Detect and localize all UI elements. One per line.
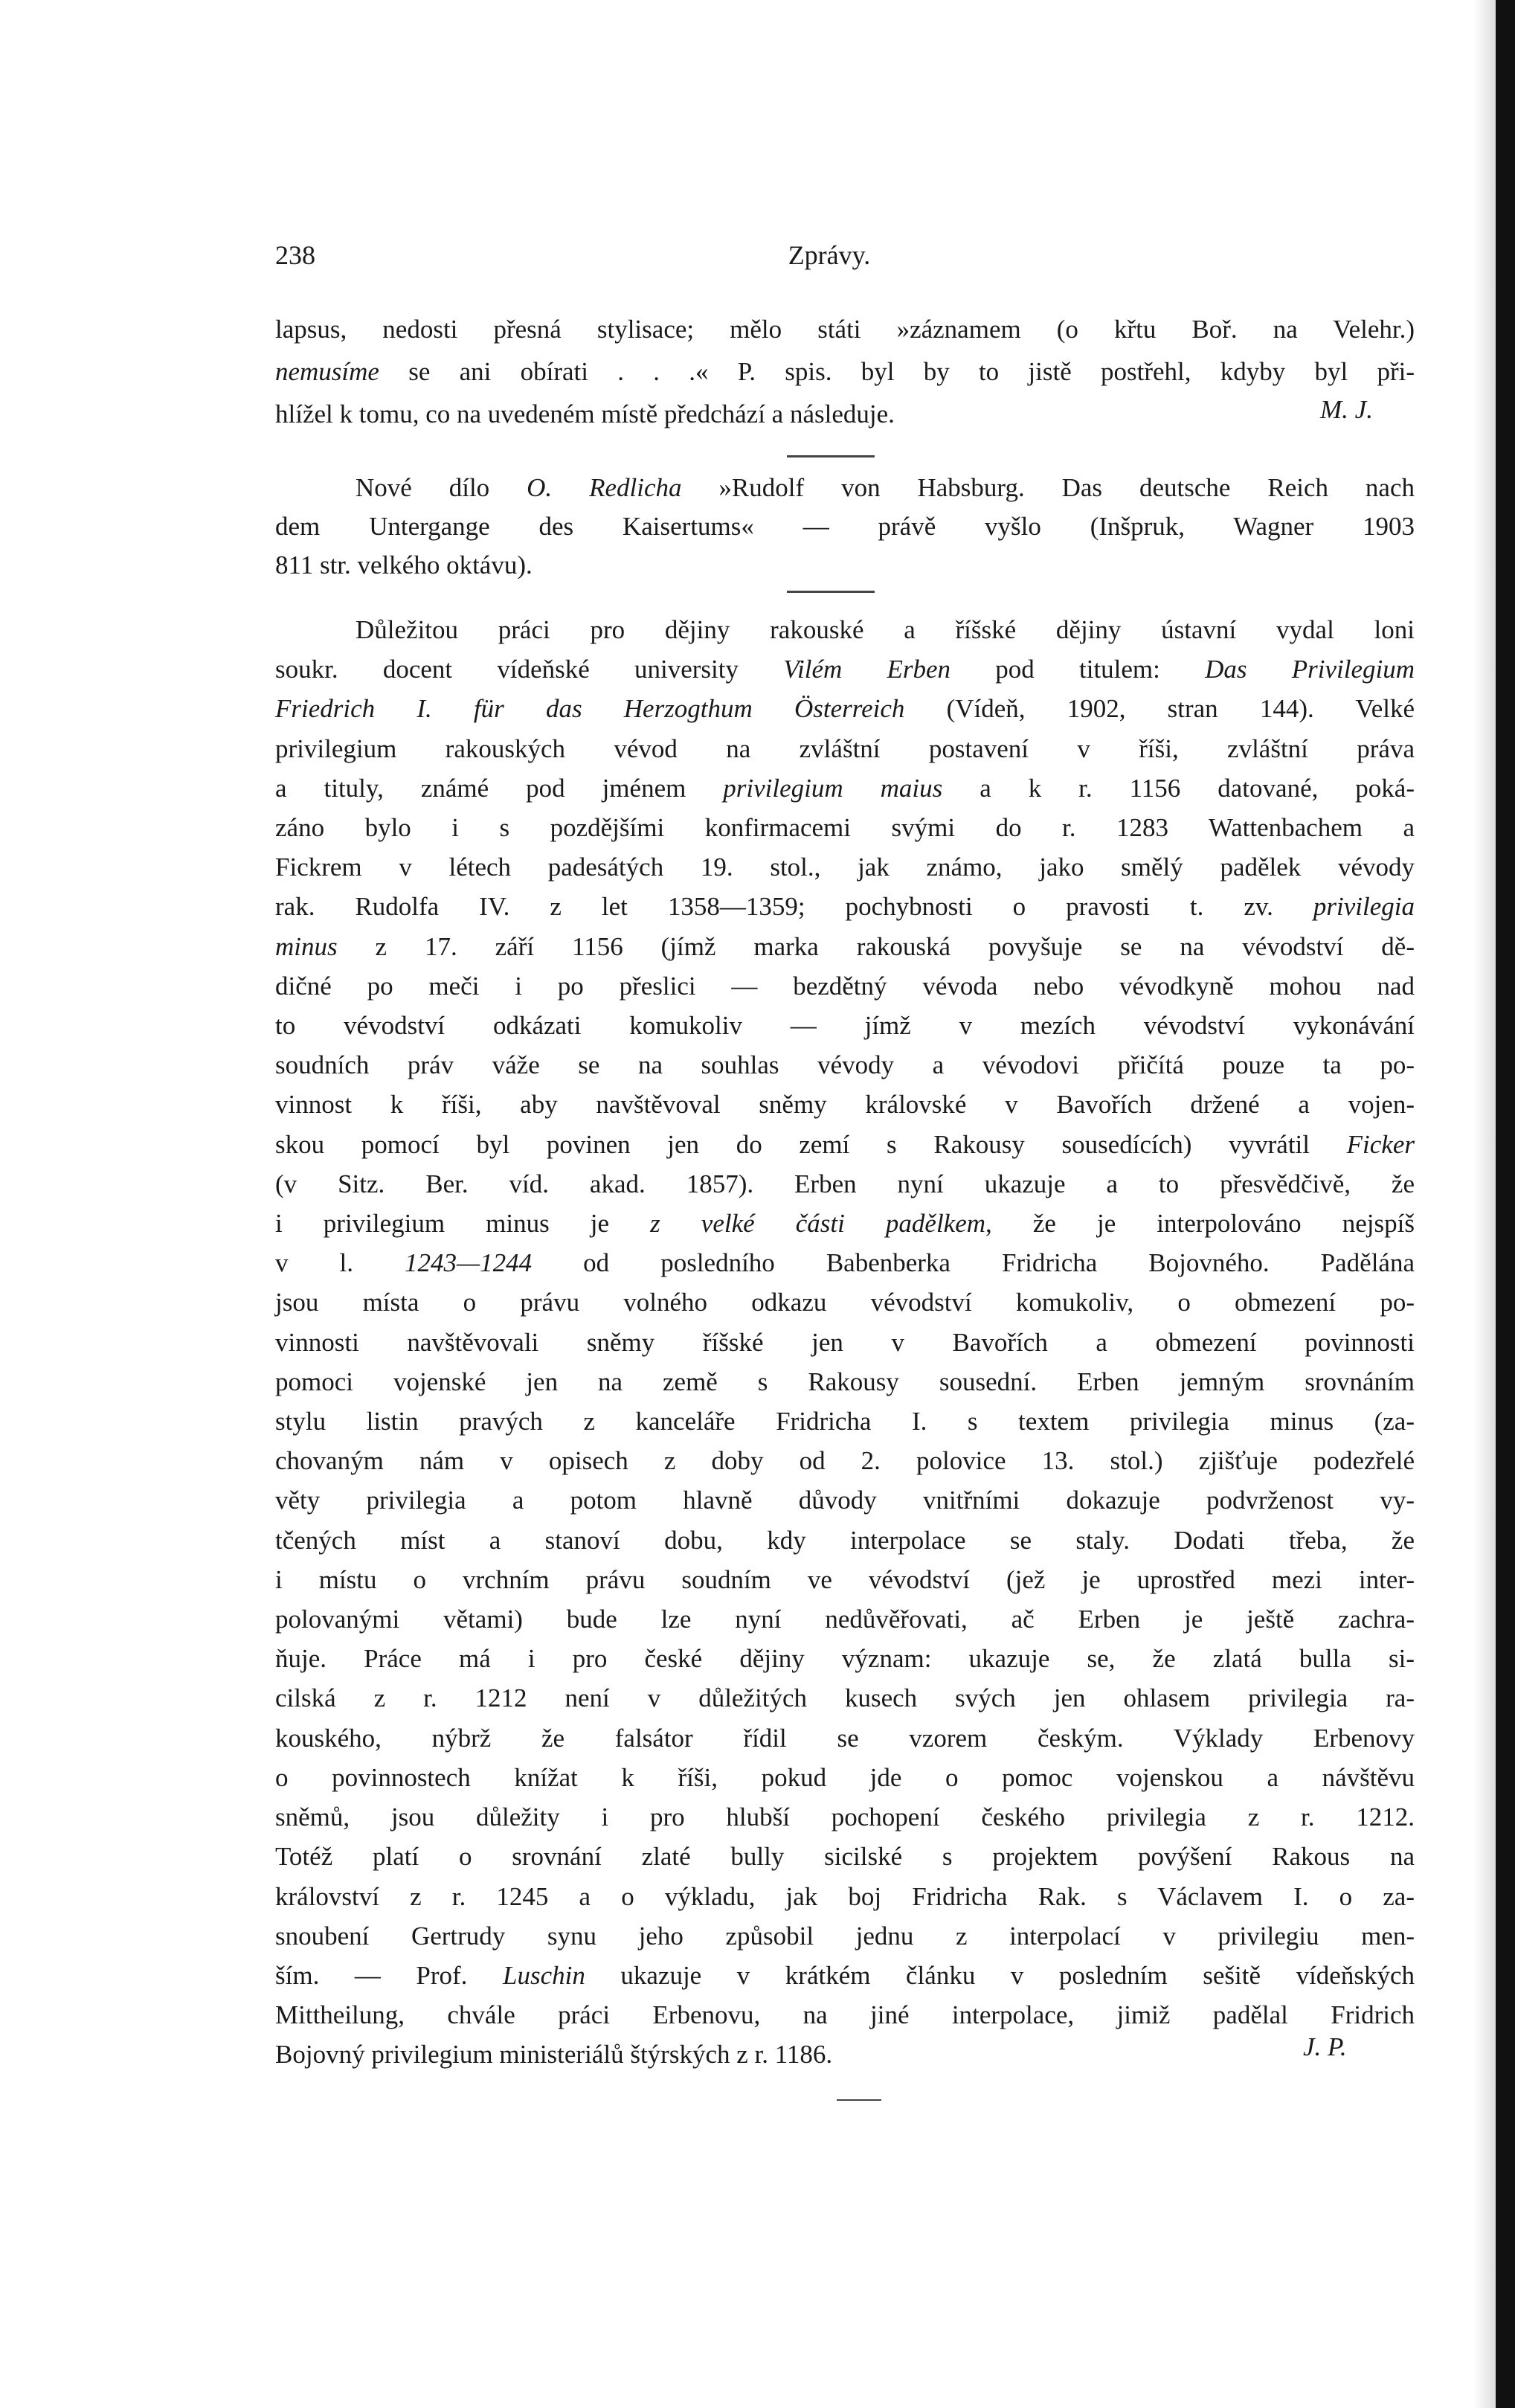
- text-run: 811 str. velkého oktávu).: [275, 550, 533, 579]
- text-line: [275, 887, 1415, 926]
- text-line: [275, 1599, 1415, 1639]
- text-run: království z r. 1245 a o výkladu, jak boj Fridricha Rak. s Václavem I. o za-: [275, 1881, 1415, 1911]
- separator-rule: [787, 591, 875, 593]
- text-run: a tituly, známé pod jménem: [275, 773, 724, 803]
- text-run: cilská z r. 1212 není v důležitých kusech svých jen ohlasem privilegia ra-: [275, 1683, 1415, 1713]
- text-run: skou pomocí byl povinen jen do zemí s Rakousy sousedících) vyvrátil: [275, 1129, 1347, 1159]
- text-line: [275, 1837, 1415, 1876]
- text-line: [275, 768, 1415, 808]
- text-line: [275, 1758, 1415, 1797]
- text-line: [275, 1560, 1415, 1599]
- italic-text: nemusíme: [275, 357, 379, 386]
- text-line: [275, 1402, 1415, 1441]
- text-run: (Vídeň, 1902, stran 144). Velké: [904, 694, 1415, 724]
- text-run: lapsus, nedosti přesná stylisace; mělo státi »záznamem (o křtu Boř. na Velehr.): [275, 315, 1415, 344]
- text-line: [275, 689, 1415, 728]
- text-run: sněmů, jsou důležity i pro hlubší pochopení českého privilegia z r. 1212.: [275, 1802, 1415, 1832]
- text-run: pomoci vojenské jen na země s Rakousy sousední. Erben jemným srovnáním: [275, 1367, 1415, 1396]
- text-run: soukr. docent vídeňské university: [275, 655, 784, 684]
- separator-rule: [787, 455, 875, 457]
- text-run: Mittheilung, chvále práci Erbenovu, na jiné interpolace, jimiž padělal Fridrich: [275, 2000, 1415, 2030]
- text-line: [275, 1995, 1415, 2035]
- text-run: se ani obírati . . .« P. spis. byl by to jistě postřehl, kdyby byl při-: [379, 357, 1415, 386]
- text-run: Fickrem v létech padesátých 19. stol., jak známo, jako smělý padělek vévody: [275, 853, 1415, 882]
- text-line: [275, 1125, 1415, 1164]
- text-run: i místu o vrchním právu soudním ve vévodství (jež je uprostřed mezi inter-: [275, 1564, 1415, 1594]
- text-line: [275, 927, 1415, 966]
- text-run: (v Sitz. Ber. víd. akad. 1857). Erben nyní ukazuje a to přesvědčivě, že: [275, 1169, 1415, 1198]
- text-run: polovanými větami) bude lze nyní nedůvěřovati, ač Erben je ještě zachra-: [275, 1605, 1415, 1634]
- text-line: [275, 1323, 1415, 1362]
- italic-text: Ficker: [1346, 1129, 1415, 1159]
- text-run: to vévodství odkázati komukoliv — jímž v mezích vévodství vykonávání: [275, 1011, 1415, 1041]
- italic-text: privilegia: [1313, 892, 1415, 922]
- text-line: [275, 1204, 1415, 1243]
- text-line: [275, 1521, 1415, 1560]
- text-run: od posledního Babenberka Fridricha Bojovného. Padělána: [532, 1248, 1415, 1278]
- text-run: chovaným nám v opisech z doby od 2. polovice 13. stol.) zjišťuje podezřelé: [275, 1446, 1415, 1476]
- text-line: [275, 1480, 1415, 1520]
- text-line: [275, 546, 1415, 585]
- text-run: tčených míst a stanoví dobu, kdy interpolace se staly. Dodati třeba, že: [275, 1525, 1415, 1555]
- text-line: [275, 1282, 1415, 1322]
- text-line: [275, 729, 1415, 768]
- text-line: [275, 1243, 1415, 1282]
- page-number: 238: [275, 240, 315, 270]
- text-line: [275, 1956, 1415, 1995]
- italic-text: privilegium maius: [723, 773, 943, 803]
- text-run: hlížel k tomu, co na uvedeném místě předchází a následuje.: [275, 399, 895, 428]
- running-head: Zprávy.: [788, 240, 871, 270]
- text-run: vinnost k říši, aby navštěvoval sněmy královské v Bavořích držené a vojen-: [275, 1090, 1415, 1120]
- italic-text: 1243—1244: [405, 1248, 533, 1278]
- text-run: Důležitou práci pro dějiny rakouské a říšské dějiny ústavní vydal loni: [356, 615, 1415, 644]
- text-run: dičné po meči i po přeslici — bezdětný vévoda nebo vévodkyně mohou nad: [275, 971, 1415, 1001]
- text-line: [275, 808, 1415, 847]
- text-line: [275, 1639, 1415, 1678]
- text-run: soudních práv váže se na souhlas vévody a vévodovi přičítá pouze ta po-: [275, 1050, 1415, 1080]
- text-line: [275, 1718, 1415, 1758]
- text-line: [275, 350, 1415, 393]
- italic-text: minus: [275, 931, 338, 961]
- text-run: a k r. 1156 datované, poká-: [942, 773, 1415, 803]
- text-run: »Rudolf von Habsburg. Das deutsche Reich nach: [681, 473, 1415, 502]
- text-run: , že je interpolováno nejspíš: [985, 1209, 1415, 1239]
- text-run: stylu listin pravých z kanceláře Fridricha I. s textem privilegia minus (za-: [275, 1407, 1415, 1436]
- text-line: [275, 1877, 1415, 1916]
- text-line: [275, 649, 1415, 689]
- text-run: ším. — Prof.: [275, 1960, 503, 1990]
- text-line: [275, 1362, 1415, 1402]
- text-run: v l.: [275, 1248, 405, 1278]
- text-line: [275, 1164, 1415, 1204]
- text-line: [275, 1797, 1415, 1837]
- text-line: [275, 847, 1415, 887]
- text-line: [275, 393, 1415, 435]
- text-run: snoubení Gertrudy synu jeho způsobil jednu z interpolací v privilegiu men-: [275, 1921, 1415, 1951]
- italic-text: Friedrich I. für das Herzogthum Österreich: [275, 694, 905, 724]
- italic-text: Vilém Erben: [783, 655, 951, 684]
- text-line: [275, 469, 1415, 507]
- text-line: [275, 1006, 1415, 1045]
- text-run: ukazuje v krátkém článku v posledním sešitě vídeňských: [585, 1960, 1415, 1990]
- italic-text: Luschin: [502, 1960, 585, 1990]
- scan-shadow: [1473, 0, 1496, 2408]
- text-line: [275, 1045, 1415, 1085]
- text-line: [275, 966, 1415, 1006]
- text-run: Totéž platí o srovnání zlaté bully sicilské s projektem povýšení Rakous na: [275, 1842, 1415, 1872]
- paragraph-note-end: [275, 308, 1415, 435]
- text-run: rak. Rudolfa IV. z let 1358—1359; pochybnosti o pravosti t. zv.: [275, 892, 1313, 922]
- text-run: jsou místa o právu volného odkazu vévodství komukoliv, o obmezení po-: [275, 1288, 1415, 1317]
- text-run: Bojovný privilegium ministeriálů štýrských z r. 1186.: [275, 2040, 833, 2070]
- text-line: [275, 308, 1415, 350]
- text-run: ňuje. Práce má i pro české dějiny význam: ukazuje se, že zlatá bulla si-: [275, 1644, 1415, 1674]
- text-run: vinnosti navštěvovali sněmy říšské jen v Bavořích a obmezení povinnosti: [275, 1327, 1415, 1357]
- paragraph-erben: [275, 610, 1415, 2075]
- text-line: [275, 610, 1415, 649]
- signature-mj: M. J.: [1320, 395, 1373, 424]
- text-line: [275, 1916, 1415, 1956]
- text-run: kouského, nýbrž že falsátor řídil se vzorem českým. Výklady Erbenovy: [275, 1723, 1415, 1753]
- text-run: o povinnostech knížat k říši, pokud jde o pomoc vojenskou a návštěvu: [275, 1762, 1415, 1792]
- italic-text: z velké části padělkem: [650, 1209, 986, 1239]
- text-run: dem Untergange des Kaisertums« — právě vyšlo (Inšpruk, Wagner 1903: [275, 512, 1415, 541]
- italic-text: O. Redlicha: [527, 473, 682, 502]
- text-line: [275, 1441, 1415, 1480]
- text-line: [275, 507, 1415, 546]
- text-run: privilegium rakouských vévod na zvláštní postavení v říši, zvláštní práva: [275, 733, 1415, 763]
- text-run: z 17. září 1156 (jímž marka rakouská povyšuje se na vévodství dě-: [337, 931, 1415, 961]
- text-run: Nové dílo: [356, 473, 527, 502]
- text-run: i privilegium minus je: [275, 1209, 651, 1239]
- text-run: záno bylo i s pozdějšími konfirmacemi svými do r. 1283 Wattenbachem a: [275, 813, 1415, 843]
- signature-jp: J. P.: [1303, 2032, 1347, 2061]
- text-run: pod titulem:: [951, 655, 1206, 684]
- italic-text: Das Privilegium: [1205, 655, 1415, 684]
- text-line: [275, 2035, 1415, 2074]
- separator-rule: [837, 2099, 881, 2101]
- scan-border: [1496, 0, 1515, 2408]
- text-line: [275, 1085, 1415, 1124]
- text-run: věty privilegia a potom hlavně důvody vnitřními dokazuje podvrženost vy-: [275, 1486, 1415, 1515]
- paragraph-redlich: [275, 469, 1415, 585]
- text-line: [275, 1678, 1415, 1718]
